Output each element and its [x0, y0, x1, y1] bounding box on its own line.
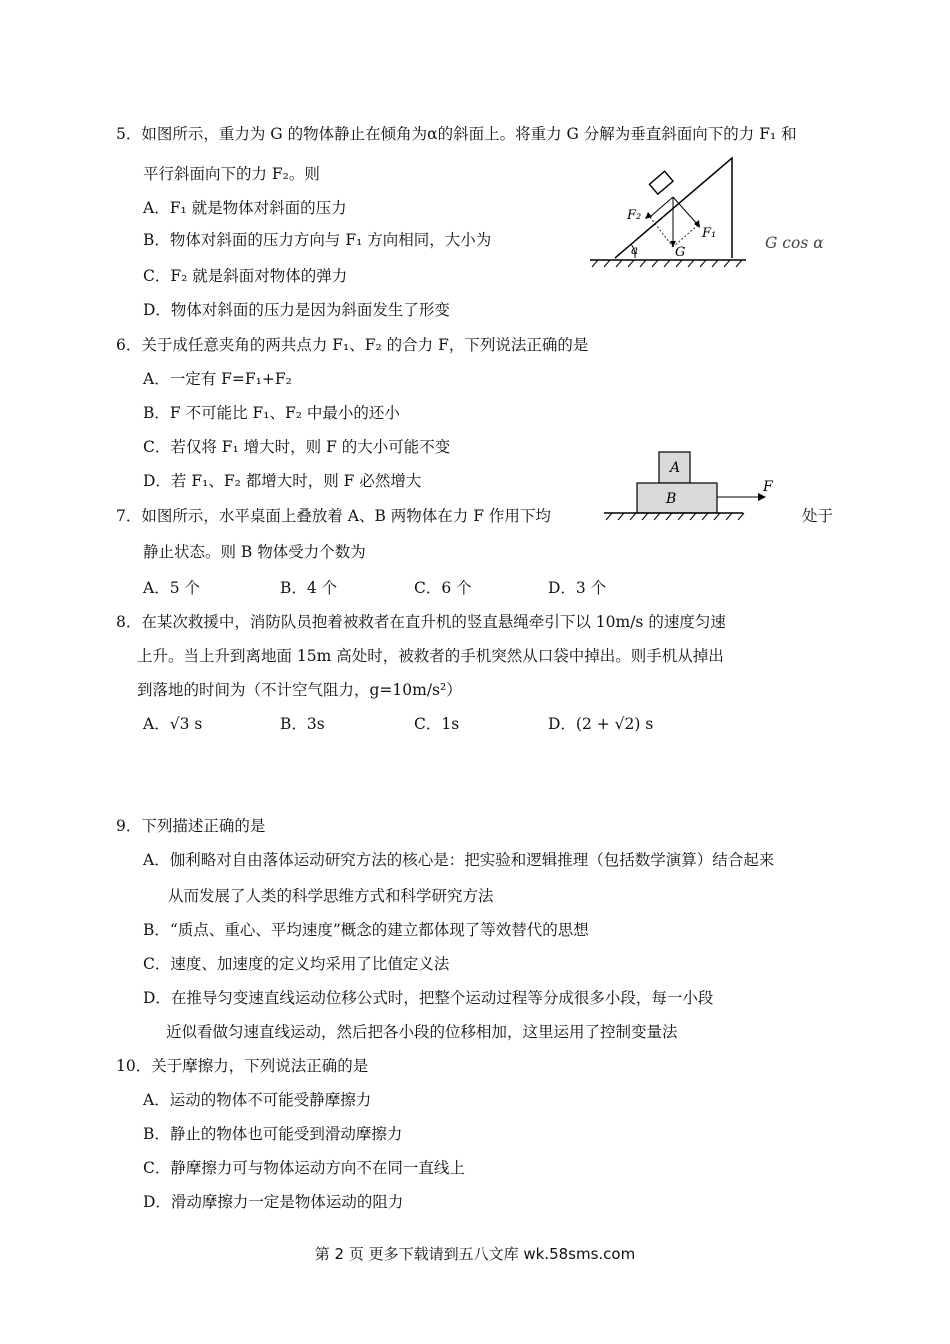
block-b-label: B — [666, 491, 677, 507]
q6-stem: 6．关于成任意夹角的两共点力 F₁、F₂ 的合力 F，下列说法正确的是 — [116, 336, 589, 354]
f2-label: F₂ — [627, 208, 642, 223]
block-a-label: A — [670, 460, 681, 476]
q8-option-b: B．3s — [280, 715, 325, 733]
incline-figure — [590, 155, 750, 270]
q8-option-a: A．√3 s — [143, 715, 203, 733]
q6-option-c: C．若仅将 F₁ 增大时，则 F 的大小可能不变 — [143, 438, 451, 456]
q8-option-c: C．1s — [414, 715, 460, 733]
q10-option-b: B．静止的物体也可能受到滑动摩擦力 — [143, 1125, 403, 1143]
q9-option-c: C．速度、加速度的定义均采用了比值定义法 — [143, 955, 450, 973]
q7-option-c: C．6 个 — [414, 579, 472, 597]
q10-stem: 10．关于摩擦力，下列说法正确的是 — [116, 1057, 369, 1075]
q8-stem-line3: 到落地的时间为（不计空气阻力，g=10m/s²） — [137, 681, 462, 699]
q10-option-d: D．滑动摩擦力一定是物体运动的阻力 — [143, 1193, 404, 1211]
q7-option-d: D．3 个 — [548, 579, 607, 597]
q9-option-a-line1: A．伽利略对自由落体运动研究方法的核心是：把实验和逻辑推理（包括数学演算）结合起来 — [143, 851, 775, 869]
q7-stem-line1: 7．如图所示，水平桌面上叠放着 A、B 两物体在力 F 作用下均 — [116, 507, 551, 525]
q5-stem-line2: 平行斜面向下的力 F₂。则 — [143, 165, 320, 183]
q9-stem: 9．下列描述正确的是 — [116, 817, 266, 835]
q10-option-a: A．运动的物体不可能受静摩擦力 — [143, 1091, 372, 1109]
g-label: G — [675, 245, 686, 260]
force-f-label: F — [763, 479, 773, 495]
q6-option-d: D．若 F₁、F₂ 都增大时，则 F 必然增大 — [143, 472, 422, 490]
q7-stem-line1-tail: 处于 — [802, 507, 834, 525]
angle-label: a — [631, 243, 639, 257]
q7-stem-line2: 静止状态。则 B 物体受力个数为 — [143, 543, 366, 561]
q5-option-b: B．物体对斜面的压力方向与 F₁ 方向相同，大小为 — [143, 231, 492, 249]
q9-option-d-line1: D．在推导匀变速直线运动位移公式时，把整个运动过程等分成很多小段，每一小段 — [143, 989, 714, 1007]
q5-option-a: A．F₁ 就是物体对斜面的压力 — [143, 199, 347, 217]
q9-option-a-line2: 从而发展了人类的科学思维方式和科学研究方法 — [168, 887, 494, 905]
q8-option-d: D．(2 + √2) s — [548, 715, 654, 733]
q5-stem-line1: 5．如图所示，重力为 G 的物体静止在倾角为α的斜面上。将重力 G 分解为垂直斜面向下的力 F₁ 和 — [116, 125, 797, 143]
q9-option-b: B．“质点、重心、平均速度”概念的建立都体现了等效替代的思想 — [143, 921, 589, 939]
q5-option-d: D．物体对斜面的压力是因为斜面发生了形变 — [143, 301, 450, 319]
q10-option-c: C．静摩擦力可与物体运动方向不在同一直线上 — [143, 1159, 465, 1177]
page-footer: 第 2 页 更多下载请到五八文库 wk.58sms.com — [314, 1245, 636, 1263]
blocks-figure — [600, 450, 780, 522]
q8-stem-line2: 上升。当上升到离地面 15m 高处时，被救者的手机突然从口袋中掉出。则手机从掉出 — [137, 647, 724, 665]
q6-option-a: A．一定有 F=F₁+F₂ — [143, 370, 292, 388]
q5-formula: G cos α — [765, 234, 824, 252]
q7-option-b: B．4 个 — [280, 579, 338, 597]
q8-stem-line1: 8．在某次救援中，消防队员抱着被救者在直升机的竖直悬绳牵引下以 10m/s 的速度匀速 — [116, 613, 726, 631]
q6-option-b: B．F 不可能比 F₁、F₂ 中最小的还小 — [143, 404, 400, 422]
q7-option-a: A．5 个 — [143, 579, 200, 597]
f1-label: F₁ — [702, 226, 717, 241]
q9-option-d-line2: 近似看做匀速直线运动，然后把各小段的位移相加，这里运用了控制变量法 — [166, 1023, 678, 1041]
q5-option-c: C．F₂ 就是斜面对物体的弹力 — [143, 267, 348, 285]
